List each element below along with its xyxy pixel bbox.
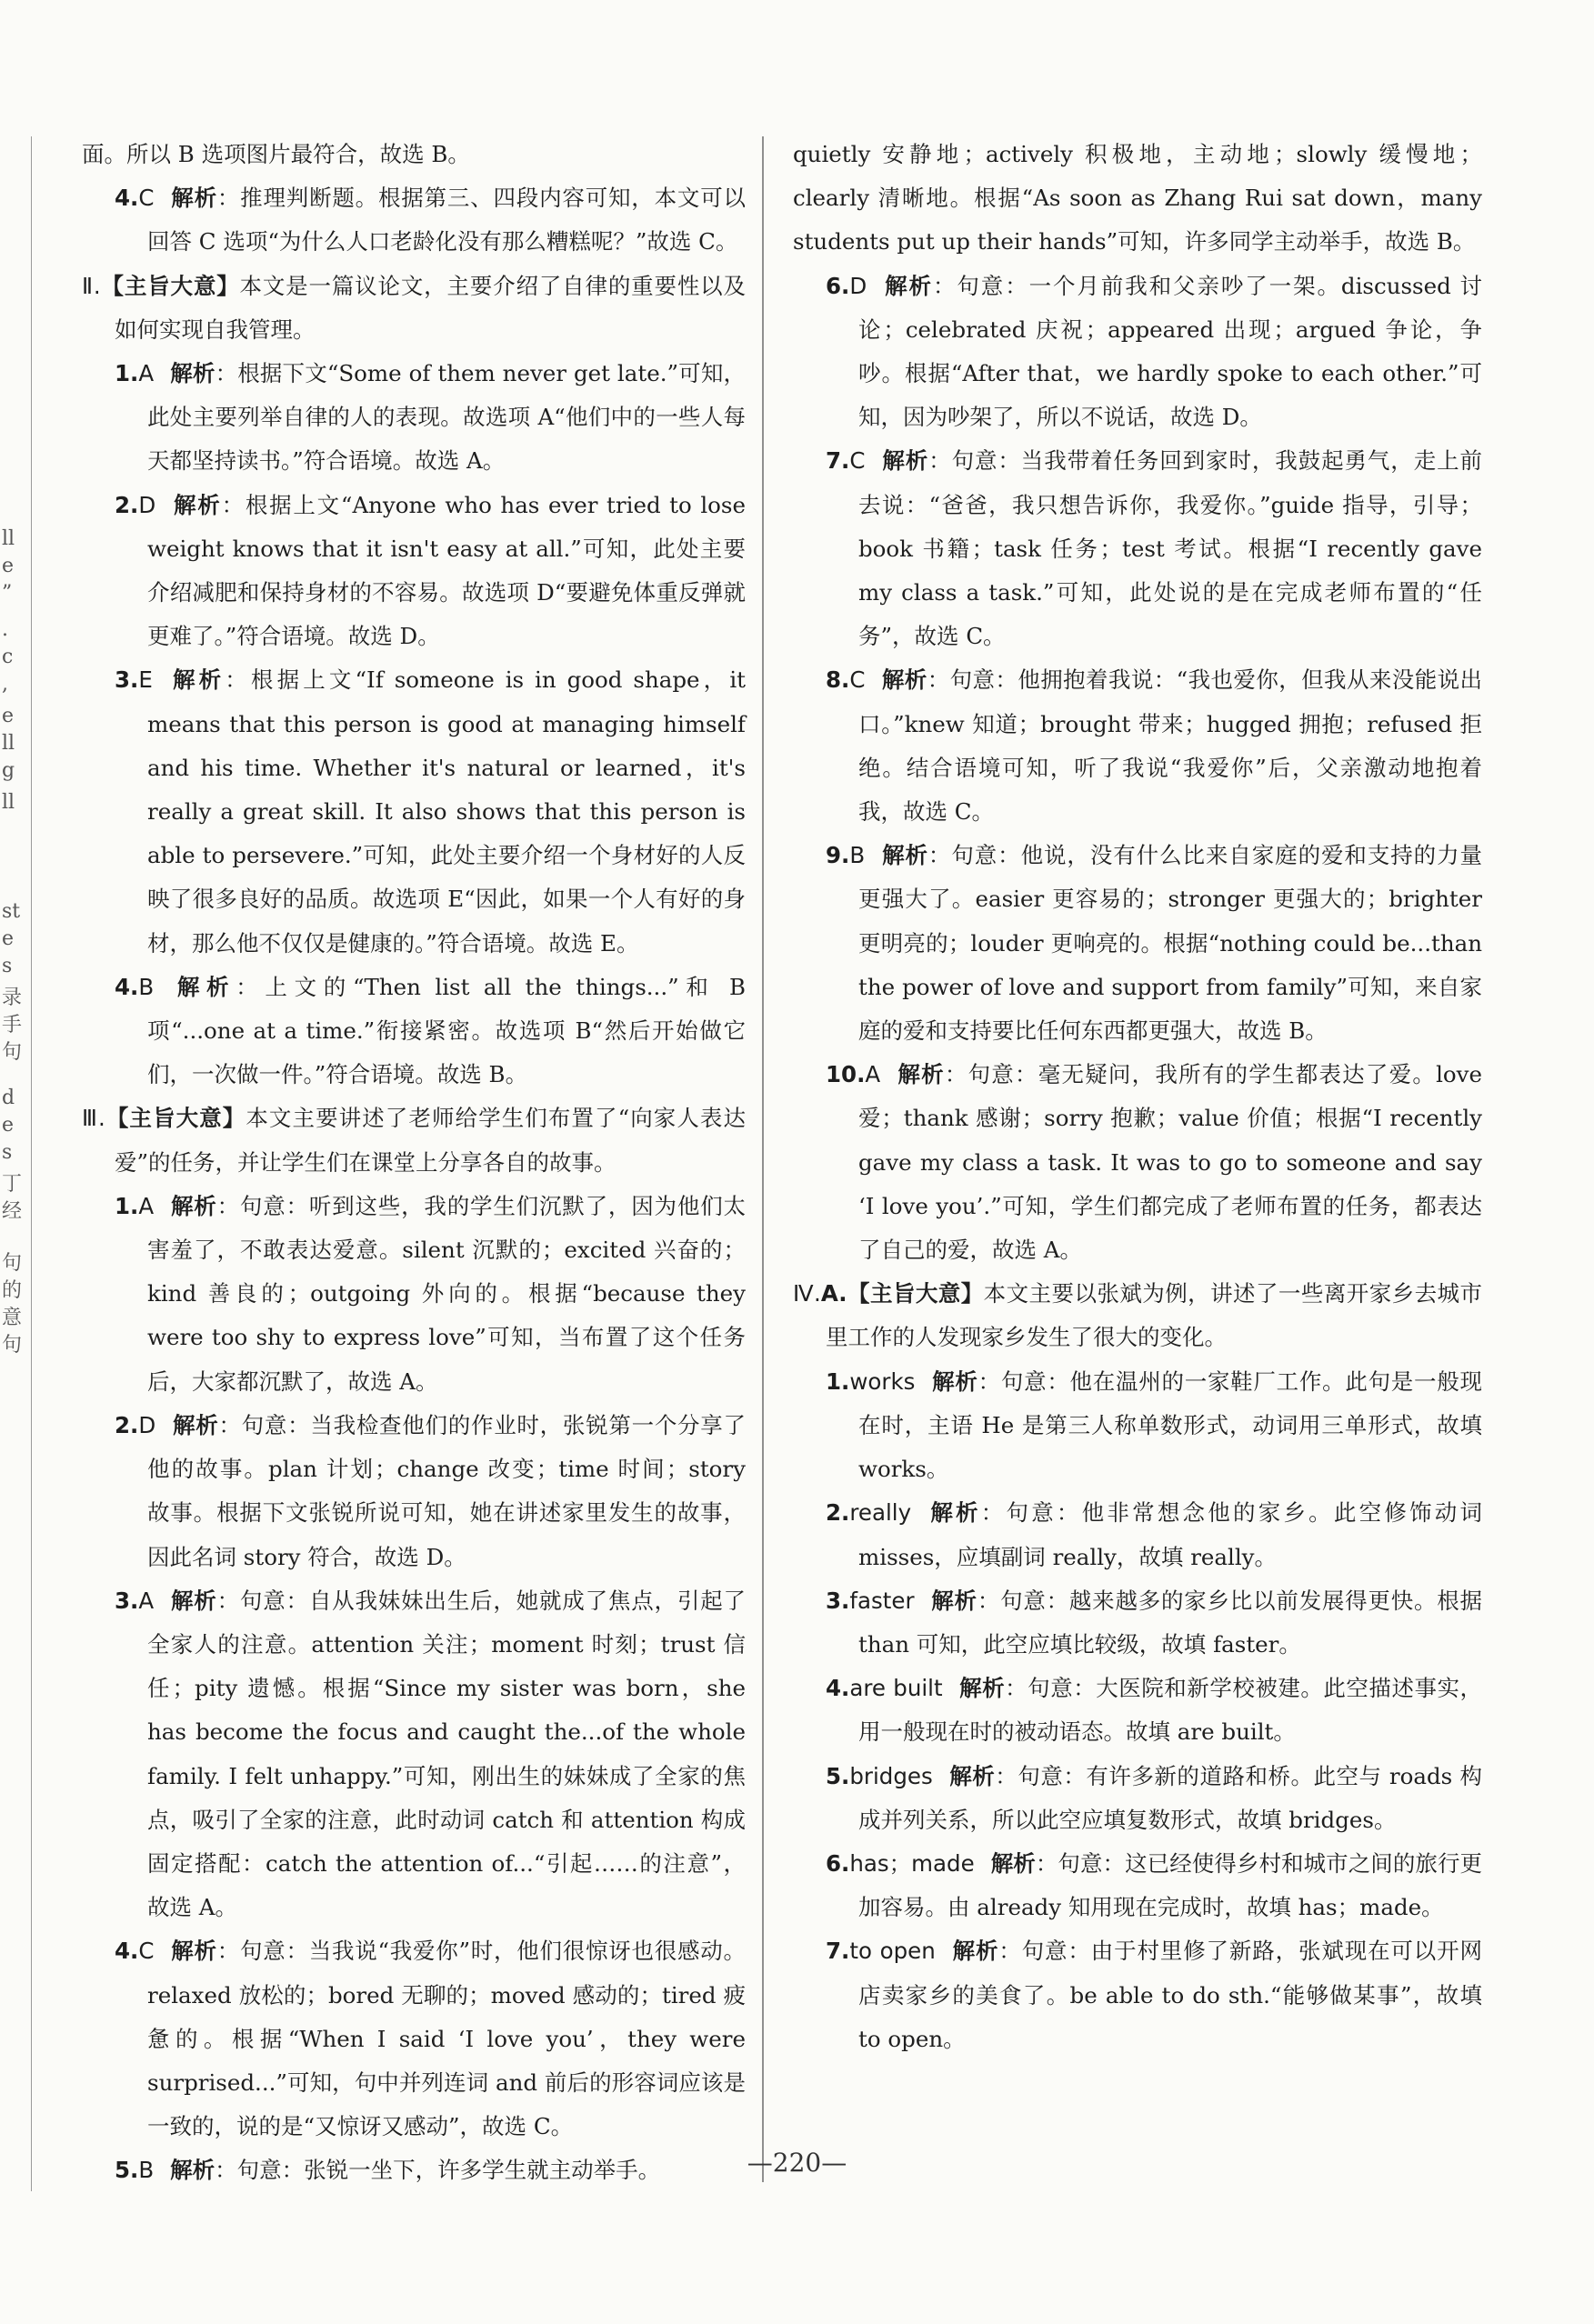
- analysis-label: 解析: [927, 1499, 981, 1527]
- gutter-char: s: [2, 955, 13, 977]
- gutter-char: ll: [2, 527, 15, 550]
- gutter-char: e: [2, 1114, 15, 1137]
- item-answer: D: [138, 491, 156, 518]
- analysis-label: 解析: [881, 666, 927, 694]
- answer-item: [115, 176, 746, 264]
- gutter-char: d: [2, 1087, 15, 1109]
- item-number: 10.: [826, 1061, 866, 1088]
- analysis-text: ：句意：听到这些，我的学生们沉默了，因为他们太害羞了，不敢表达爱意。silent 沉默的；excited 兴奋的；kind 善良的；outgoing 外向的。根据“because they were too shy to express love”可知，当布置了这个任务后，大家都沉默了，故选 A。: [147, 1192, 747, 1395]
- section-summary: 本文主要讲述了老师给学生们布置了“向家人表达爱”的任务，并让学生们在课堂上分享各自的故事。: [115, 1105, 747, 1176]
- item-answer: C: [849, 666, 866, 694]
- item-number: 4.: [115, 973, 139, 1000]
- item-answer: really: [849, 1499, 912, 1527]
- section-title: A.【主旨大意】: [820, 1280, 984, 1307]
- section-title: 【主旨大意】: [105, 1105, 246, 1132]
- item-answer: C: [138, 1938, 155, 1965]
- continued-text: [82, 133, 746, 176]
- analysis-text: ：推理判断题。根据第三、四段内容可知，本文可以回答 C 选项“为什么人口老龄化没有那么糟糕呢？”故选 C。: [147, 185, 747, 255]
- item-number: 2.: [115, 491, 139, 518]
- analysis-text: ：句意：他在温州的一家鞋厂工作。此句是一般现在时，主语 He 是第三人称单数形式，动词用三单形式，故填 works。: [858, 1367, 1483, 1483]
- answer-item: [826, 1842, 1482, 1929]
- right-column: [793, 133, 1482, 2061]
- item-answer: A: [138, 1587, 155, 1614]
- left-gutter-fragments: [0, 0, 24, 2324]
- item-answer: D: [849, 272, 867, 299]
- section-heading: [82, 1097, 746, 1184]
- item-number: 7.: [826, 447, 850, 475]
- analysis-text: ：句意：自从我妹妹出生后，她就成了焦点，引起了全家人的注意。attention 关注；moment 时刻；trust 信任；pity 遗憾。根据“Since my sister was born，she has become the focus and caught the...of the whole family. I felt unhappy.”可知，刚出生的妹妹成了全家的焦点，吸引了全家的注意，此时动词 catch 和 attention 构成固定搭配：catch the attention of...“引起……的注意”，故选 A。: [147, 1587, 747, 1921]
- answer-item: [826, 1667, 1482, 1754]
- gutter-char: .: [2, 618, 8, 641]
- analysis-label: 解析: [958, 1675, 1006, 1702]
- item-answer: bridges: [849, 1762, 933, 1789]
- paragraph-text: quietly 安静地；actively 积极地，主动地；slowly 缓慢地；clearly 清晰地。根据“As soon as Zhang Rui sat down，many students put up their hands”可知，许多同学主动举手，故选 B。: [793, 141, 1482, 255]
- item-answer: A: [138, 360, 155, 387]
- answer-item: [826, 265, 1482, 440]
- analysis-text: ：句意：大医院和新学校被建。此空描述事实，用一般现在时的被动语态。故填 are built。: [858, 1675, 1483, 1746]
- answer-item: [826, 658, 1482, 834]
- item-number: 2.: [115, 1411, 139, 1438]
- analysis-label: 解析: [168, 666, 226, 694]
- analysis-text: ：句意：他非常想念他的家乡。此空修饰动词 misses，应填副词 really，故填 really。: [858, 1499, 1483, 1570]
- item-answer: E: [138, 666, 153, 694]
- gutter-char: 意: [2, 1307, 23, 1329]
- gutter-char: 录: [2, 987, 23, 1009]
- gutter-char: st: [2, 900, 21, 923]
- gutter-char: s: [2, 1141, 13, 1164]
- analysis-label: 解析: [170, 2157, 216, 2184]
- analysis-label: 解析: [881, 842, 928, 869]
- item-answer: are built: [849, 1675, 943, 1702]
- item-number: 2.: [826, 1499, 850, 1527]
- gutter-char: 句: [2, 1334, 23, 1357]
- item-number: 3.: [115, 666, 139, 694]
- item-answer: A: [138, 1192, 155, 1219]
- analysis-text: ：句意：越来越多的家乡比以前发展得更快。根据 than 可知，此空应填比较级，故填 faster。: [858, 1587, 1482, 1658]
- item-answer: B: [138, 973, 155, 1000]
- analysis-text: ：句意：当我检查他们的作业时，张锐第一个分享了他的故事。plan 计划；change 改变；time 时间；story 故事。根据下文张锐所说可知，她在讲述家里发生的故事，因此名词 story 符合，故选 D。: [147, 1411, 747, 1570]
- analysis-text: ：句意：当我带着任务回到家时，我鼓起勇气，走上前去说：“爸爸，我只想告诉你，我爱你。”guide 指导，引导；book 书籍；task 任务；test 考试。根据“I recently gave my class a task.”可知，此处说的是在完成老师布置的“任务”，故选 C。: [858, 447, 1483, 650]
- answer-item: [826, 1053, 1482, 1272]
- gutter-char: 丁: [2, 1173, 23, 1196]
- analysis-text: ：句意：由于村里修了新路，张斌现在可以开网店卖家乡的美食了。be able to do sth.“能够做某事”，故填 to open。: [858, 1938, 1483, 2052]
- item-number: 9.: [826, 842, 850, 869]
- analysis-text: ：句意：有许多新的道路和桥。此空与 roads 构成并列关系，所以此空应填复数形式，故填 bridges。: [858, 1762, 1483, 1833]
- gutter-char: ll: [2, 732, 15, 755]
- gutter-char: 手: [2, 1014, 23, 1037]
- section-summary: 本文是一篇议论文，主要介绍了自律的重要性以及如何实现自我管理。: [115, 272, 746, 343]
- gutter-divider: [31, 136, 32, 2191]
- analysis-text: ：句意：一个月前我和父亲吵了一架。discussed 讨论；celebrated 庆祝；appeared 出现；argued 争论，争吵。根据“After that，we hardly spoke to each other.”可知，因为吵架了，所以不说话，故选 D。: [858, 272, 1483, 431]
- answer-item: [826, 1579, 1482, 1667]
- analysis-text: ：根据下文“Some of them never get late.”可知，此处主要列举自律的人的表现。故选项 A“他们中的一些人每天都坚持读书。”符合语境。故选 A。: [147, 360, 746, 475]
- item-number: 1.: [115, 1192, 139, 1219]
- item-number: 6.: [826, 1849, 850, 1877]
- analysis-text: ：句意：当我说“我爱你”时，他们很惊讶也很感动。relaxed 放松的；bored 无聊的；moved 感动的；tired 疲惫的。根据“When I said ‘I love you’，they were surprised...”可知，句中并列连词 and 前后的形容词应该是一致的，说的是“又惊讶又感动”，故选 C。: [147, 1938, 746, 2140]
- answer-item: [115, 966, 746, 1097]
- analysis-text: ：句意：张锐一坐下，许多学生就主动举手。: [215, 2157, 661, 2184]
- gutter-char: 句: [2, 1041, 23, 1064]
- section-heading: [793, 1272, 1482, 1359]
- analysis-label: 解析: [990, 1849, 1036, 1877]
- analysis-label: 解析: [883, 272, 933, 299]
- page-number: —220—: [747, 2148, 847, 2178]
- item-answer: C: [138, 185, 155, 212]
- item-answer: works: [849, 1367, 916, 1395]
- analysis-label: 解析: [172, 1411, 219, 1438]
- gutter-char: e: [2, 555, 15, 577]
- item-answer: faster: [849, 1587, 915, 1614]
- item-answer: B: [138, 2157, 155, 2184]
- gutter-char: c: [2, 646, 14, 668]
- item-answer: has；made: [849, 1849, 975, 1877]
- item-answer: A: [865, 1061, 881, 1088]
- section-number: Ⅳ.: [793, 1280, 821, 1307]
- analysis-label: 解析: [170, 973, 236, 1000]
- answer-item: [115, 484, 746, 659]
- item-number: 6.: [826, 272, 850, 299]
- answer-item: [826, 834, 1482, 1053]
- column-divider: [762, 136, 764, 2182]
- analysis-label: 解析: [170, 1587, 217, 1614]
- answer-item: [826, 1755, 1482, 1842]
- gutter-char: ll: [2, 791, 15, 814]
- item-number: 4.: [115, 1938, 139, 1965]
- item-number: 1.: [115, 360, 139, 387]
- section-heading: [82, 265, 746, 352]
- item-answer: to open: [849, 1938, 936, 1965]
- section-title: 【主旨大意】: [100, 272, 240, 299]
- analysis-label: 解析: [948, 1762, 996, 1789]
- answer-item: [115, 1404, 746, 1579]
- item-number: 5.: [115, 2157, 139, 2184]
- answer-item: [115, 1579, 746, 1930]
- gutter-char: g: [2, 759, 15, 782]
- analysis-label: 解析: [897, 1061, 945, 1088]
- analysis-label: 解析: [930, 1587, 977, 1614]
- answer-item: [826, 439, 1482, 658]
- analysis-label: 解析: [170, 1192, 217, 1219]
- gutter-char: e: [2, 927, 15, 950]
- analysis-label: 解析: [881, 447, 929, 475]
- gutter-char: 经: [2, 1200, 23, 1223]
- analysis-label: 解析: [172, 491, 222, 518]
- gutter-char: 句: [2, 1252, 23, 1275]
- item-answer: C: [849, 447, 866, 475]
- answer-item: [115, 1929, 746, 2149]
- analysis-text: ：句意：毫无疑问，我所有的学生都表达了爱。love 爱；thank 感谢；sorry 抱歉；value 价值；根据“I recently gave my class a task. It was to go to someone and say ‘I love you’.”可知，学生们都完成了老师布置的任务，都表达了自己的爱，故选 A。: [858, 1061, 1482, 1264]
- analysis-label: 解析: [170, 1938, 217, 1965]
- analysis-text: ：句意：这已经使得乡村和城市之间的旅行更加容易。由 already 知用现在完成时，故填 has；made。: [858, 1849, 1483, 1921]
- item-number: 3.: [115, 1587, 139, 1614]
- analysis-label: 解析: [170, 360, 216, 387]
- item-number: 3.: [826, 1587, 850, 1614]
- gutter-char: 的: [2, 1279, 23, 1302]
- answer-item: [115, 1185, 746, 1404]
- analysis-text: ：根据上文“Anyone who has ever tried to lose weight knows that it isn't easy at all.”可知，此处主要介绍减肥和保持身材的不容易。故选项 D“要避免体重反弹就更难了。”符合语境。故选 D。: [147, 491, 747, 650]
- section-number: Ⅲ.: [82, 1105, 105, 1132]
- answer-item: [115, 658, 746, 965]
- analysis-label: 解析: [170, 185, 217, 212]
- analysis-text: ：上文的“Then list all the things...”和 B 项“...one at a time.”衔接紧密。故选项 B“然后开始做它们，一次做一件。”符合语境。故选 B。: [147, 973, 747, 1088]
- gutter-char: ”: [2, 582, 13, 605]
- answer-item: [826, 1929, 1482, 2061]
- answer-item: [115, 352, 746, 484]
- analysis-text: ：根据上文“If someone is in good shape，it means that this person is good at managing himself and his time. Whether it's natural or learned，it's really a great skill. It also shows that this person is able to persevere.”可知，此处主要介绍一个身材好的人反映了很多良好的品质。故选项 E“因此，如果一个人有好的身材，那么他不仅仅是健康的。”符合语境。故选 E。: [147, 666, 746, 957]
- answer-item: [826, 1360, 1482, 1492]
- analysis-label: 解析: [951, 1938, 999, 1965]
- gutter-char: e: [2, 705, 15, 727]
- analysis-text: ：句意：他说，没有什么比来自家庭的爱和支持的力量更强大了。easier 更容易的；stronger 更强大的；brighter 更明亮的；louder 更响亮的。根据“nothing could be...than the power of love and support from family”可知，来自家庭的爱和支持要比任何东西都更强大，故选 B。: [858, 842, 1482, 1045]
- section-summary: 本文主要以张斌为例，讲述了一些离开家乡去城市里工作的人发现家乡发生了很大的变化。: [826, 1280, 1482, 1351]
- paragraph-text: 面。所以 B 选项图片最符合，故选 B。: [82, 141, 470, 167]
- item-answer: B: [849, 842, 866, 869]
- item-number: 4.: [826, 1675, 850, 1702]
- section-number: Ⅱ.: [82, 272, 101, 299]
- item-number: 5.: [826, 1762, 850, 1789]
- item-number: 7.: [826, 1938, 850, 1965]
- item-answer: D: [138, 1411, 156, 1438]
- item-number: 1.: [826, 1367, 850, 1395]
- continued-text: [793, 133, 1482, 265]
- answer-item: [826, 1491, 1482, 1578]
- analysis-text: ：句意：他拥抱着我说：“我也爱你，但我从来没能说出口。”knew 知道；brought 带来；hugged 拥抱；refused 拒绝。结合语境可知，听了我说“我爱你”后，父亲激动地抱着我，故选 C。: [858, 666, 1483, 826]
- analysis-label: 解析: [931, 1367, 978, 1395]
- item-number: 4.: [115, 185, 139, 212]
- gutter-char: ,: [2, 673, 8, 696]
- item-number: 8.: [826, 666, 850, 694]
- left-column: [82, 133, 746, 2193]
